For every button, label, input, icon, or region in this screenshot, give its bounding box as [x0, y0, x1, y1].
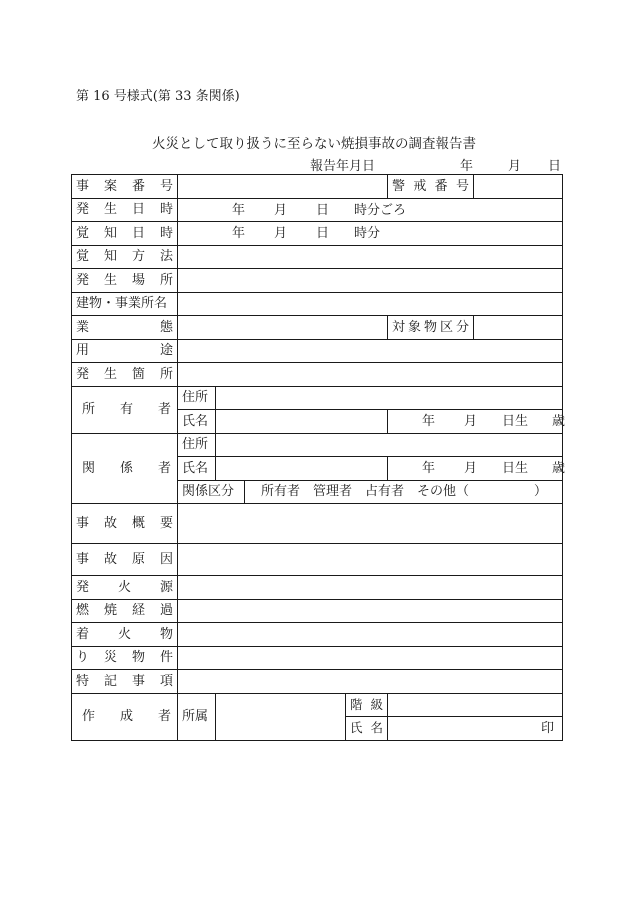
owner-birth-field[interactable]: [388, 410, 566, 434]
row-case-number: [72, 175, 563, 199]
owner-address-label: 住所: [178, 386, 216, 410]
building-name-field[interactable]: [178, 292, 563, 316]
accident-cause-field[interactable]: [178, 544, 563, 576]
row-special-notes: [72, 670, 563, 694]
report-month-label: 月: [508, 159, 522, 174]
awareness-datetime-label: 覚知日時: [72, 222, 178, 246]
case-number-label: 事案番号: [72, 175, 178, 199]
damaged-items-field[interactable]: [178, 646, 563, 670]
awareness-method-label: 覚知方法: [72, 245, 178, 269]
seal-mark: 印: [540, 720, 554, 736]
owner-name-field[interactable]: [216, 410, 388, 434]
first-ignited-label: 着火物: [72, 623, 178, 647]
row-accident-summary: [72, 504, 563, 544]
awareness-datetime-field[interactable]: [178, 222, 563, 246]
owner-label: 所有者: [72, 386, 178, 433]
owner-name-label: 氏名: [178, 410, 216, 434]
aw-time: 時分: [354, 226, 381, 241]
target-category-field[interactable]: [474, 316, 563, 340]
row-awareness-method: [72, 245, 563, 269]
accident-summary-label: 事故概要: [72, 504, 178, 544]
occurrence-datetime-field[interactable]: [178, 198, 563, 222]
row-occurrence-spot: [72, 363, 563, 387]
occurrence-place-field[interactable]: [178, 269, 563, 293]
row-related-address: [72, 433, 563, 457]
use-label: 用途: [72, 339, 178, 363]
rank-label: 階級: [346, 693, 388, 717]
business-type-label: 業態: [72, 316, 178, 340]
report-date-label: 報告年月日: [310, 159, 376, 174]
document-title: 火災として取り扱うに至らない焼損事故の調査報告書: [152, 136, 476, 152]
aw-day: 日: [316, 226, 330, 241]
row-owner-address: [72, 386, 563, 410]
row-burning-process: [72, 599, 563, 623]
row-building-name: [72, 292, 563, 316]
report-day-label: 日: [548, 159, 562, 174]
ignition-source-field[interactable]: [178, 576, 563, 600]
related-birth-month: 月: [464, 461, 478, 476]
owner-birth-month: 月: [464, 414, 478, 429]
report-date-line: [310, 155, 562, 173]
related-name-field[interactable]: [216, 457, 388, 481]
case-number-field[interactable]: [178, 175, 388, 199]
report-form-table: [71, 174, 566, 741]
aw-year: 年: [232, 226, 246, 241]
related-age: 歳: [552, 461, 566, 476]
damaged-items-label: り災物件: [72, 646, 178, 670]
first-ignited-field[interactable]: [178, 623, 563, 647]
row-awareness-datetime: [72, 222, 563, 246]
occurrence-place-label: 発生場所: [72, 269, 178, 293]
occurrence-spot-field[interactable]: [178, 363, 563, 387]
occ-year: 年: [232, 202, 246, 218]
row-first-ignited: [72, 623, 563, 647]
row-ignition-source: [72, 576, 563, 600]
row-author-rank: [72, 693, 563, 717]
building-name-label: 建物・事業所名: [72, 292, 178, 316]
related-person-label: 関係者: [72, 433, 178, 504]
affiliation-label: 所属: [178, 693, 216, 740]
author-name-field[interactable]: [388, 717, 563, 741]
target-category-label: 対象物区分: [388, 316, 474, 340]
burning-process-field[interactable]: [178, 599, 563, 623]
related-address-field[interactable]: [216, 433, 563, 457]
row-use: [72, 339, 563, 363]
occurrence-spot-label: 発生箇所: [72, 363, 178, 387]
row-accident-cause: [72, 544, 563, 576]
owner-age: 歳: [552, 414, 566, 429]
accident-cause-label: 事故原因: [72, 544, 178, 576]
aw-month: 月: [274, 226, 288, 241]
owner-birth-day: 日生: [502, 414, 529, 429]
report-year-label: 年: [460, 159, 474, 174]
related-address-label: 住所: [178, 433, 216, 457]
occ-time: 時分ごろ: [354, 202, 407, 218]
business-type-field[interactable]: [178, 316, 388, 340]
relation-category-label: 関係区分: [178, 480, 245, 504]
use-field[interactable]: [178, 339, 563, 363]
occ-day: 日: [316, 202, 330, 218]
form-number: 第 16 号様式(第 33 条関係): [76, 89, 240, 104]
alarm-number-field[interactable]: [474, 175, 563, 199]
related-birth-day: 日生: [502, 461, 529, 476]
related-birth-field[interactable]: [388, 457, 566, 481]
row-damaged-items: [72, 646, 563, 670]
row-occurrence-datetime: [72, 198, 563, 222]
ignition-source-label: 発火源: [72, 576, 178, 600]
burning-process-label: 燃焼経過: [72, 599, 178, 623]
author-label: 作成者: [72, 693, 178, 740]
accident-summary-field[interactable]: [178, 504, 563, 544]
rank-field[interactable]: [388, 693, 563, 717]
affiliation-field[interactable]: [216, 693, 346, 740]
relation-options[interactable]: 所有者 管理者 占有者 その他（ ）: [245, 480, 563, 504]
awareness-method-field[interactable]: [178, 245, 563, 269]
row-occurrence-place: [72, 269, 563, 293]
occ-month: 月: [274, 202, 288, 218]
occurrence-datetime-label: 発生日時: [72, 198, 178, 222]
owner-birth-year: 年: [422, 414, 436, 429]
author-name-label: 氏名: [346, 717, 388, 741]
special-notes-field[interactable]: [178, 670, 563, 694]
related-birth-year: 年: [422, 461, 436, 476]
row-business-type: [72, 316, 563, 340]
alarm-number-label: 警戒番号: [388, 175, 474, 199]
related-name-label: 氏名: [178, 457, 216, 481]
owner-address-field[interactable]: [216, 386, 563, 410]
special-notes-label: 特記事項: [72, 670, 178, 694]
